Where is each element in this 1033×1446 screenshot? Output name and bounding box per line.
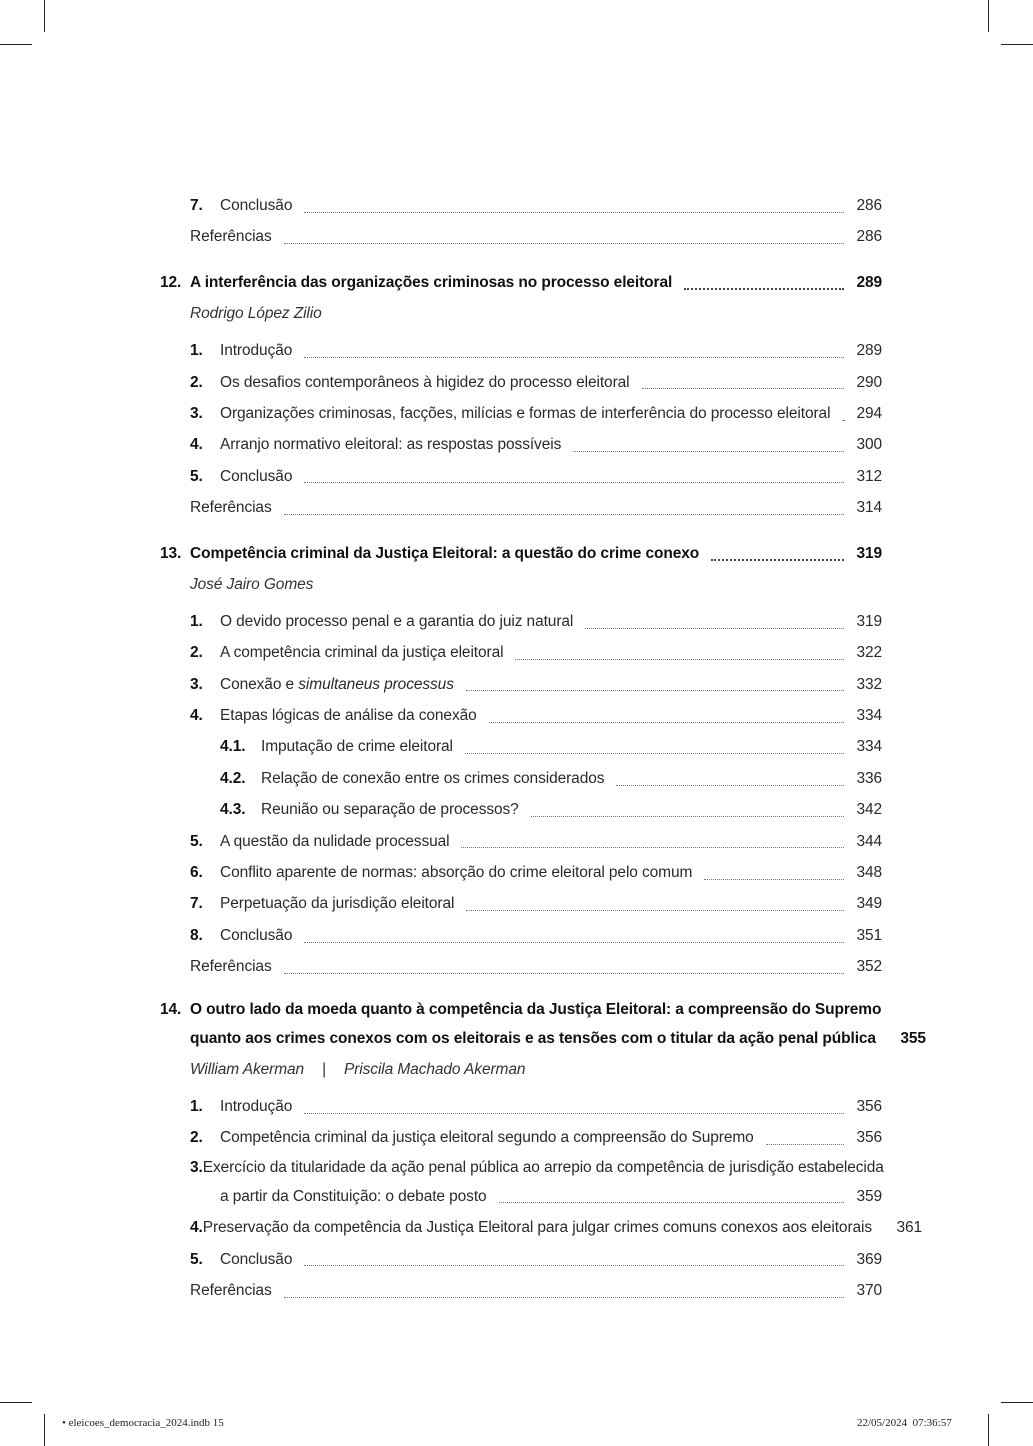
chapter-title: A interferência das organizações criminosas no processo eleitoral xyxy=(190,273,673,291)
leader-dots xyxy=(304,481,844,483)
page-number: 314 xyxy=(856,499,882,517)
author-separator: | xyxy=(322,1060,326,1078)
page-number: 344 xyxy=(856,832,882,850)
section-number: 4. xyxy=(190,1219,203,1237)
page-number: 334 xyxy=(856,738,882,756)
page-number: 352 xyxy=(856,958,882,976)
crop-mark xyxy=(1001,1402,1033,1403)
page-number: 289 xyxy=(856,342,882,360)
crop-mark xyxy=(988,0,989,32)
section-title: Conclusão xyxy=(220,1250,293,1268)
slug-filename: eleicoes_democracia_2024.indb 15 xyxy=(68,1417,224,1429)
page-number: 322 xyxy=(856,644,882,662)
page-number: 361 xyxy=(896,1219,923,1237)
page-number: 348 xyxy=(856,864,882,882)
chapter-number: 13. xyxy=(160,544,182,562)
section-title: Organizações criminosas, facções, milícias e formas de interferência do processo eleitoral xyxy=(220,404,831,422)
leader-dots xyxy=(284,972,844,974)
page-number: 334 xyxy=(856,707,882,725)
leader-dots xyxy=(585,627,844,629)
toc-chapter-12[interactable] xyxy=(160,267,882,298)
toc-section[interactable] xyxy=(160,367,882,398)
page-number: 319 xyxy=(856,544,882,562)
toc-section[interactable] xyxy=(160,920,882,951)
section-number: 5. xyxy=(190,832,203,850)
leader-dots xyxy=(461,846,844,848)
section-title-line1: Exercício da titularidade da ação penal pública ao arrepio da competência de jurisdição estabelecida xyxy=(202,1158,884,1176)
slug-date: 22/05/2024 xyxy=(857,1417,908,1429)
section-title: Introdução xyxy=(220,342,293,360)
leader-dots xyxy=(704,878,844,880)
leader-dots xyxy=(842,419,844,421)
leader-dots xyxy=(531,815,844,817)
slug-time: 07:36:57 xyxy=(912,1417,952,1429)
section-number: 2. xyxy=(190,373,203,391)
section-title: Perpetuação da jurisdição eleitoral xyxy=(220,895,455,913)
toc-section[interactable] xyxy=(160,1154,882,1212)
subsection-number: 4.2. xyxy=(220,769,246,787)
leader-dots xyxy=(573,450,844,452)
page-number: 294 xyxy=(856,404,882,422)
author-name: William Akerman xyxy=(190,1060,305,1078)
section-number: 7. xyxy=(190,197,203,214)
section-number: 4. xyxy=(190,436,203,454)
section-number: 8. xyxy=(190,926,203,944)
references-label: Referências xyxy=(190,958,272,976)
toc-section[interactable] xyxy=(160,826,882,857)
section-number: 6. xyxy=(190,864,203,882)
leader-dots xyxy=(515,658,844,660)
bullet-icon: • xyxy=(62,1417,66,1429)
section-title: Competência criminal da justiça eleitoral segundo a compreensão do Supremo xyxy=(220,1129,754,1147)
author-name: Priscila Machado Akerman xyxy=(344,1060,526,1078)
section-number: 4. xyxy=(190,707,203,725)
leader-dots xyxy=(304,1264,844,1266)
toc-section[interactable] xyxy=(160,1212,923,1243)
section-number: 3. xyxy=(190,675,203,693)
chapter-number: 12. xyxy=(160,273,182,291)
chapter-number: 14. xyxy=(160,1000,182,1018)
leader-dots xyxy=(284,242,844,244)
toc-section[interactable] xyxy=(160,1122,882,1153)
section-number: 1. xyxy=(190,612,203,630)
leader-dots xyxy=(466,909,844,911)
section-title-line2: a partir da Constituição: o debate posto xyxy=(220,1187,487,1205)
toc-section[interactable] xyxy=(160,398,882,429)
page-number: 336 xyxy=(856,769,882,787)
page-number: 312 xyxy=(856,467,882,485)
toc-chapter-13[interactable] xyxy=(160,538,882,569)
page-number: 370 xyxy=(856,1281,882,1299)
crop-mark xyxy=(44,0,45,32)
toc-section[interactable] xyxy=(160,857,882,888)
leader-dots xyxy=(284,513,844,515)
page-number: 349 xyxy=(856,895,882,913)
page-number: 351 xyxy=(856,926,882,944)
crop-mark xyxy=(0,1402,32,1403)
section-title: Introdução xyxy=(220,1097,293,1115)
page-number: 356 xyxy=(856,1097,882,1115)
toc-references[interactable] xyxy=(160,951,882,982)
chapter-title-line2: quanto aos crimes conexos com os eleitorais e as tensões com o titular da ação penal pública xyxy=(190,1029,876,1047)
toc-references[interactable] xyxy=(160,221,882,252)
section-title: O devido processo penal e a garantia do juiz natural xyxy=(220,612,574,630)
toc-subsection[interactable] xyxy=(160,794,882,825)
page-number: 286 xyxy=(856,228,882,246)
leader-dots xyxy=(466,689,844,691)
references-label: Referências xyxy=(190,1281,272,1299)
crop-mark xyxy=(0,44,32,45)
print-slug-date xyxy=(857,1417,952,1429)
leader-dots xyxy=(304,1112,844,1114)
page-number: 359 xyxy=(856,1187,882,1205)
toc-subsection[interactable] xyxy=(160,763,882,794)
page-number: 369 xyxy=(856,1250,882,1268)
section-number: 3. xyxy=(190,404,203,422)
toc-references[interactable] xyxy=(160,492,882,523)
page-number: 286 xyxy=(856,197,882,214)
toc-section[interactable] xyxy=(160,669,882,700)
leader-dots xyxy=(489,721,844,723)
leader-dots xyxy=(499,1201,844,1203)
section-title: Conclusão xyxy=(220,926,293,944)
leader-dots xyxy=(766,1143,844,1145)
chapter-author xyxy=(160,569,882,600)
leader-dots xyxy=(711,558,844,561)
leader-dots xyxy=(304,356,844,358)
section-title: A competência criminal da justiça eleitoral xyxy=(220,644,504,662)
section-title-text: Conexão e xyxy=(220,675,299,693)
section-title: Etapas lógicas de análise da conexão xyxy=(220,707,477,725)
leader-dots xyxy=(465,752,844,754)
leader-dots xyxy=(642,387,845,389)
chapter-author xyxy=(160,298,882,329)
references-label: Referências xyxy=(190,228,272,246)
toc-section[interactable] xyxy=(160,888,882,919)
toc-references[interactable] xyxy=(160,1275,882,1306)
page-number: 290 xyxy=(856,373,882,391)
section-number: 5. xyxy=(190,467,203,485)
leader-dots xyxy=(616,784,844,786)
section-title: Conflito aparente de normas: absorção do crime eleitoral pelo comum xyxy=(220,864,693,882)
section-number: 3. xyxy=(190,1158,203,1176)
page-number: 300 xyxy=(856,436,882,454)
section-number: 7. xyxy=(190,895,203,913)
page-number: 356 xyxy=(856,1129,882,1147)
section-number: 2. xyxy=(190,1129,203,1147)
toc-subsection[interactable] xyxy=(160,731,882,762)
subsection-title: Reunião ou separação de processos? xyxy=(261,801,519,819)
page-number: 289 xyxy=(856,273,882,291)
leader-dots xyxy=(684,287,844,290)
toc-section[interactable] xyxy=(160,429,882,460)
crop-mark xyxy=(44,1414,45,1446)
section-title: Conclusão xyxy=(220,197,293,214)
page-number: 355 xyxy=(900,1029,926,1047)
page-number: 342 xyxy=(856,801,882,819)
page-number: 332 xyxy=(856,675,882,693)
toc-section[interactable] xyxy=(160,1091,882,1122)
section-title: Arranjo normativo eleitoral: as respostas possíveis xyxy=(220,436,562,454)
print-slug-file xyxy=(62,1417,224,1429)
toc-section[interactable] xyxy=(160,335,882,366)
leader-dots xyxy=(304,941,844,943)
subsection-title: Imputação de crime eleitoral xyxy=(261,738,453,756)
section-title: Os desafios contemporâneos à higidez do processo eleitoral xyxy=(220,373,630,391)
table-of-contents xyxy=(160,190,926,1306)
section-number: 2. xyxy=(190,644,203,662)
subsection-title: Relação de conexão entre os crimes considerados xyxy=(261,769,605,787)
toc-section[interactable] xyxy=(160,1244,882,1275)
toc-section[interactable] xyxy=(160,700,882,731)
subsection-number: 4.1. xyxy=(220,738,246,756)
section-title: Conclusão xyxy=(220,467,293,485)
references-label: Referências xyxy=(190,499,272,517)
section-number: 1. xyxy=(190,1097,203,1115)
toc-chapter-14[interactable] xyxy=(160,997,926,1054)
page-number: 319 xyxy=(856,612,882,630)
toc-section[interactable] xyxy=(160,606,882,637)
chapter-title: Competência criminal da Justiça Eleitoral: a questão do crime conexo xyxy=(190,544,700,562)
section-title xyxy=(220,669,454,700)
section-number: 5. xyxy=(190,1250,203,1268)
leader-dots xyxy=(304,211,844,213)
author-name: José Jairo Gomes xyxy=(190,575,314,593)
chapter-title-line1: O outro lado da moeda quanto à competência da Justiça Eleitoral: a compreensão do Supremo xyxy=(190,1000,882,1018)
section-title: Preservação da competência da Justiça Eleitoral para julgar crimes comuns conexos aos eleitorais xyxy=(202,1219,873,1237)
section-title-italic: simultaneus processus xyxy=(298,675,454,693)
section-title: A questão da nulidade processual xyxy=(220,832,450,850)
section-number: 1. xyxy=(190,342,203,360)
author-name: Rodrigo López Zilio xyxy=(190,305,322,323)
toc-section[interactable] xyxy=(160,461,882,492)
toc-section[interactable] xyxy=(160,637,882,668)
subsection-number: 4.3. xyxy=(220,801,246,819)
chapter-author xyxy=(160,1054,882,1085)
toc-section[interactable] xyxy=(160,190,882,221)
crop-mark xyxy=(1001,44,1033,45)
crop-mark xyxy=(988,1414,989,1446)
leader-dots xyxy=(284,1296,844,1298)
